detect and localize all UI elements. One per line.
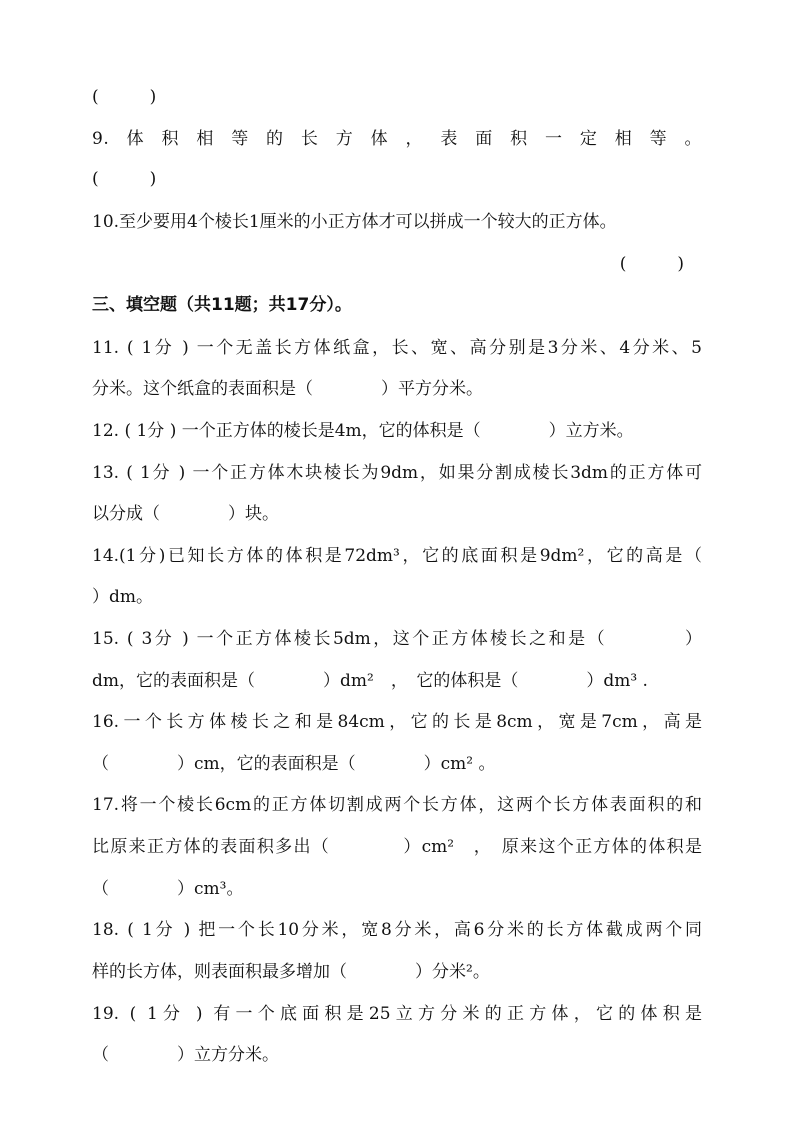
- q19-line2: （ ）立方分米。: [92, 1045, 279, 1065]
- q11-line1: 11. ( 1分 ) 一个无盖长方体纸盒，长、宽、高分别是3分米、4分米、5: [92, 338, 702, 358]
- q14-line2: ）dm。: [92, 587, 154, 607]
- q15-line1: 15. ( 3分 ) 一个正方体棱长5dm，这个正方体棱长之和是（ ）: [92, 629, 702, 649]
- section-3-title: 三、填空题（共11题；共17分）。: [92, 295, 352, 315]
- q18-line2: 样的长方体，则表面积最多增加（ ）分米²。: [92, 962, 490, 982]
- q16-line1: 16.一个长方体棱长之和是84cm，它的长是8cm，宽是7cm，高是: [92, 712, 702, 732]
- q16-line2: （ ）cm，它的表面积是（ ）cm² 。: [92, 754, 496, 774]
- q14-line1: 14.(1分)已知长方体的体积是72dm³，它的底面积是9dm²，它的高是（: [92, 546, 702, 566]
- q13-line1: 13. ( 1分 ) 一个正方体木块棱长为9dm，如果分割成棱长3dm的正方体可: [92, 463, 702, 483]
- q17-line1: 17.将一个棱长6cm的正方体切割成两个长方体，这两个长方体表面积的和: [92, 795, 702, 815]
- q11-line2: 分米。这个纸盒的表面积是（ ）平方分米。: [92, 379, 483, 399]
- q15-line2: dm，它的表面积是（ ）dm² ， 它的体积是（ ）dm³ .: [92, 671, 648, 691]
- q19-line1: 19. ( 1分 ) 有一个底面积是25立方分米的正方体，它的体积是: [92, 1004, 702, 1024]
- q10-text: 10.至少要用4个棱长1厘米的小正方体才可以拼成一个较大的正方体。: [92, 212, 617, 232]
- q10-answer-blank: ( ): [619, 254, 684, 274]
- q18-line1: 18. ( 1分 ) 把一个长10分米，宽8分米，高6分米的长方体截成两个同: [92, 920, 702, 940]
- q17-line2: 比原来正方体的表面积多出（ ）cm² ， 原来这个正方体的体积是: [92, 837, 702, 857]
- q12-line1: 12. ( 1分 ) 一个正方体的棱长是4m，它的体积是（ ）立方米。: [92, 421, 634, 441]
- q13-line2: 以分成（ ）块。: [92, 504, 279, 524]
- q9-text: 9.体积相等的长方体，表面积一定相等。: [92, 129, 702, 149]
- q9-answer-blank: ( ): [92, 169, 157, 189]
- q17-line3: （ ）cm³。: [92, 879, 244, 899]
- q8-answer-blank: ( ): [92, 87, 157, 107]
